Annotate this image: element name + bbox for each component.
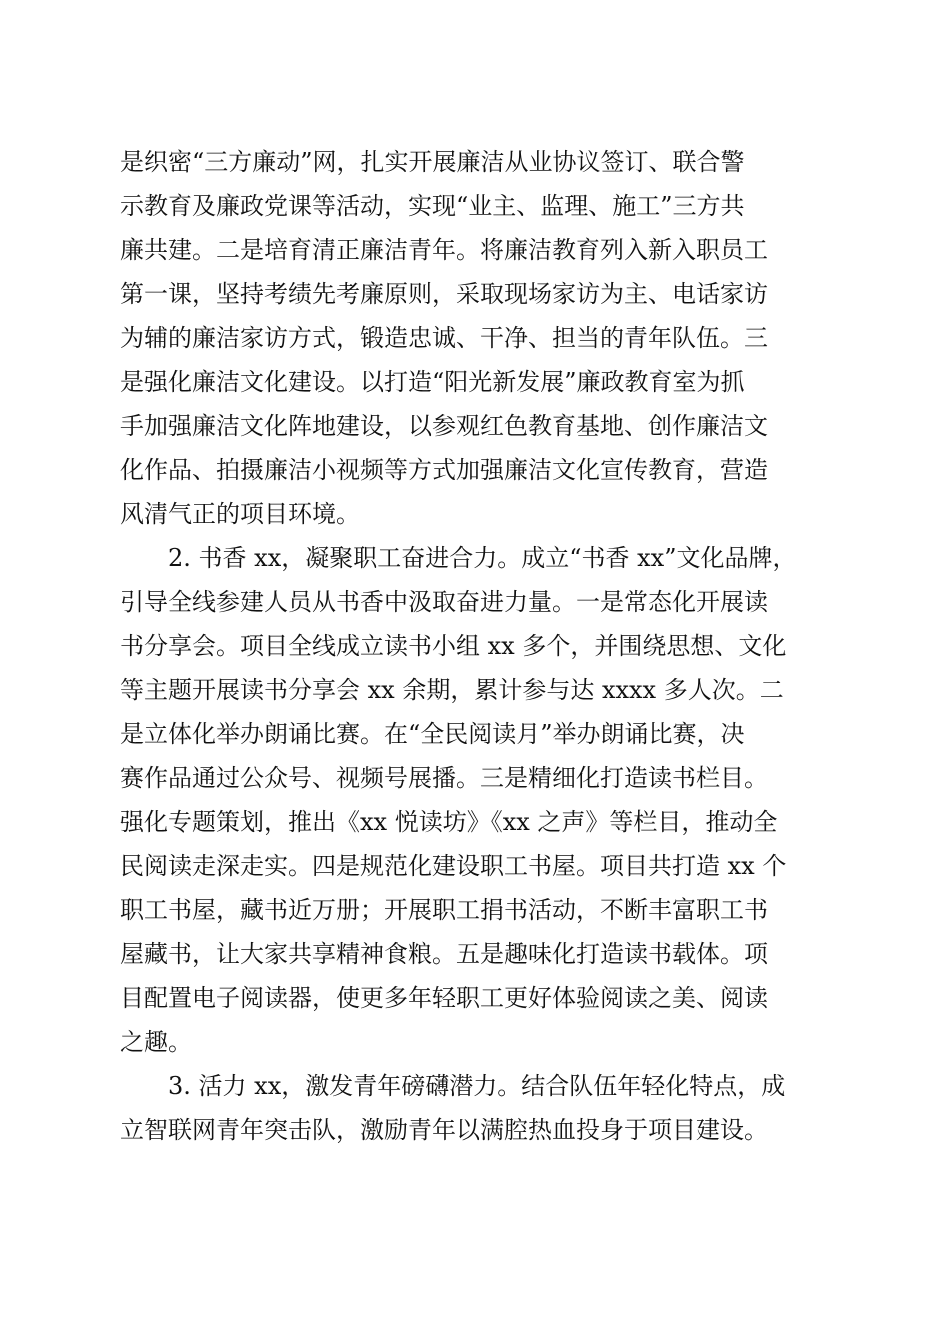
text-line: 廉共建。二是培育清正廉洁青年。将廉洁教育列入新入职员工 bbox=[120, 236, 768, 264]
text-line: 化作品、拍摄廉洁小视频等方式加强廉洁文化宣传教育，营造 bbox=[120, 456, 768, 484]
body-text bbox=[120, 140, 840, 1152]
paragraph-heading-2: 2. 书香 xx，凝聚职工奋进合力。成立“书香 xx”文化品牌， bbox=[168, 544, 797, 572]
text-line: 引导全线参建人员从书香中汲取奋进力量。一是常态化开展读 bbox=[120, 588, 768, 616]
text-line: 示教育及廉政党课等活动，实现“业主、监理、施工”三方共 bbox=[120, 192, 745, 220]
text-line: 强化专题策划，推出《xx 悦读坊》《xx 之声》等栏目，推动全 bbox=[120, 808, 778, 836]
text-line: 第一课，坚持考绩先考廉原则，采取现场家访为主、电话家访 bbox=[120, 280, 768, 308]
text-line: 手加强廉洁文化阵地建设，以参观红色教育基地、创作廉洁文 bbox=[120, 412, 768, 440]
text-line: 目配置电子阅读器，使更多年轻职工更好体验阅读之美、阅读 bbox=[120, 984, 768, 1012]
text-line: 为辅的廉洁家访方式，锻造忠诚、干净、担当的青年队伍。三 bbox=[120, 324, 768, 352]
text-line: 是强化廉洁文化建设。以打造“阳光新发展”廉政教育室为抓 bbox=[120, 368, 745, 396]
text-line: 赛作品通过公众号、视频号展播。三是精细化打造读书栏目。 bbox=[120, 764, 768, 792]
text-line: 民阅读走深走实。四是规范化建设职工书屋。项目共打造 xx 个 bbox=[120, 852, 787, 880]
text-line: 等主题开展读书分享会 xx 余期，累计参与达 xxxx 多人次。二 bbox=[120, 676, 784, 704]
paragraph-heading-3: 3. 活力 xx，激发青年磅礴潜力。结合队伍年轻化特点，成 bbox=[168, 1072, 786, 1100]
text-line: 立智联网青年突击队，激励青年以满腔热血投身于项目建设。 bbox=[120, 1116, 768, 1144]
text-line: 是织密“三方廉动”网，扎实开展廉洁从业协议签订、联合警 bbox=[120, 148, 745, 176]
text-line: 风清气正的项目环境。 bbox=[120, 500, 360, 528]
text-line: 是立体化举办朗诵比赛。在“全民阅读月”举办朗诵比赛，决 bbox=[120, 720, 745, 748]
text-line: 之趣。 bbox=[120, 1028, 192, 1056]
text-line: 职工书屋，藏书近万册；开展职工捐书活动，不断丰富职工书 bbox=[120, 896, 768, 924]
text-line: 屋藏书，让大家共享精神食粮。五是趣味化打造读书载体。项 bbox=[120, 940, 768, 968]
text-line: 书分享会。项目全线成立读书小组 xx 多个，并围绕思想、文化 bbox=[120, 632, 787, 660]
